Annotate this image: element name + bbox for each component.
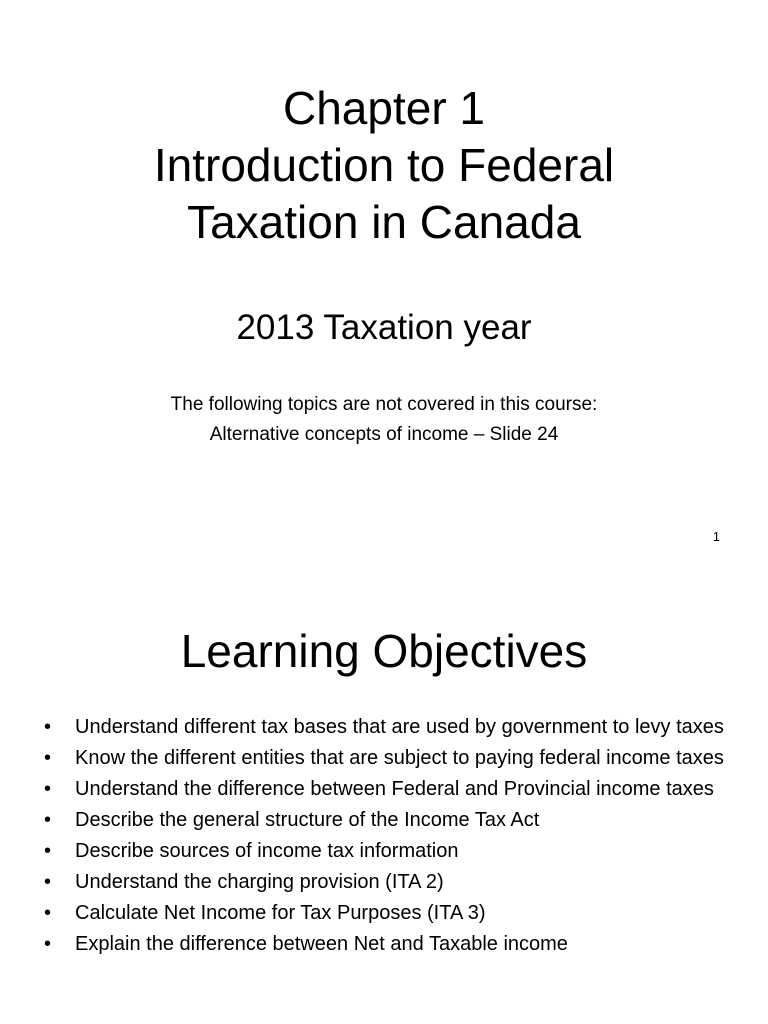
note-line: Alternative concepts of income – Slide 24 [209, 424, 559, 445]
bullet-icon: • [44, 809, 52, 831]
list-item [44, 838, 724, 864]
title-line: Chapter 1 [282, 82, 485, 134]
page-number: 1 [712, 529, 720, 544]
objective-text: Understand the charging provision (ITA 2) [75, 871, 444, 893]
objective-text: Explain the difference between Net and Taxable income [75, 933, 568, 955]
bullet-icon: • [44, 871, 52, 893]
bullet-icon: • [44, 933, 52, 955]
bullet-icon: • [44, 902, 52, 924]
slide-2 [0, 576, 768, 1024]
slide-title [0, 80, 768, 251]
list-item [44, 900, 724, 926]
objective-text: Know the different entities that are subject to paying federal income taxes [75, 747, 724, 769]
list-item [44, 869, 724, 895]
title-line: Taxation in Canada [187, 196, 581, 248]
slide-notes [0, 390, 768, 450]
list-item [44, 807, 724, 833]
title-line: Introduction to Federal [153, 139, 615, 191]
note-line: The following topics are not covered in this course: [170, 394, 598, 415]
slide-title: Learning Objectives [180, 625, 588, 677]
objective-text: Calculate Net Income for Tax Purposes (ITA 3) [75, 902, 486, 924]
slide-subtitle: 2013 Taxation year [236, 308, 532, 347]
bullet-icon: • [44, 747, 52, 769]
list-item [44, 931, 724, 957]
objective-text: Describe sources of income tax information [75, 840, 459, 862]
objectives-list [44, 714, 724, 962]
bullet-icon: • [44, 716, 52, 738]
list-item [44, 745, 724, 771]
bullet-icon: • [44, 840, 52, 862]
objective-text: Understand the difference between Federal and Provincial income taxes [75, 778, 714, 800]
objective-text: Describe the general structure of the Income Tax Act [75, 809, 540, 831]
list-item [44, 714, 724, 740]
list-item [44, 776, 724, 802]
bullet-icon: • [44, 778, 52, 800]
objective-text: Understand different tax bases that are used by government to levy taxes [75, 716, 724, 738]
